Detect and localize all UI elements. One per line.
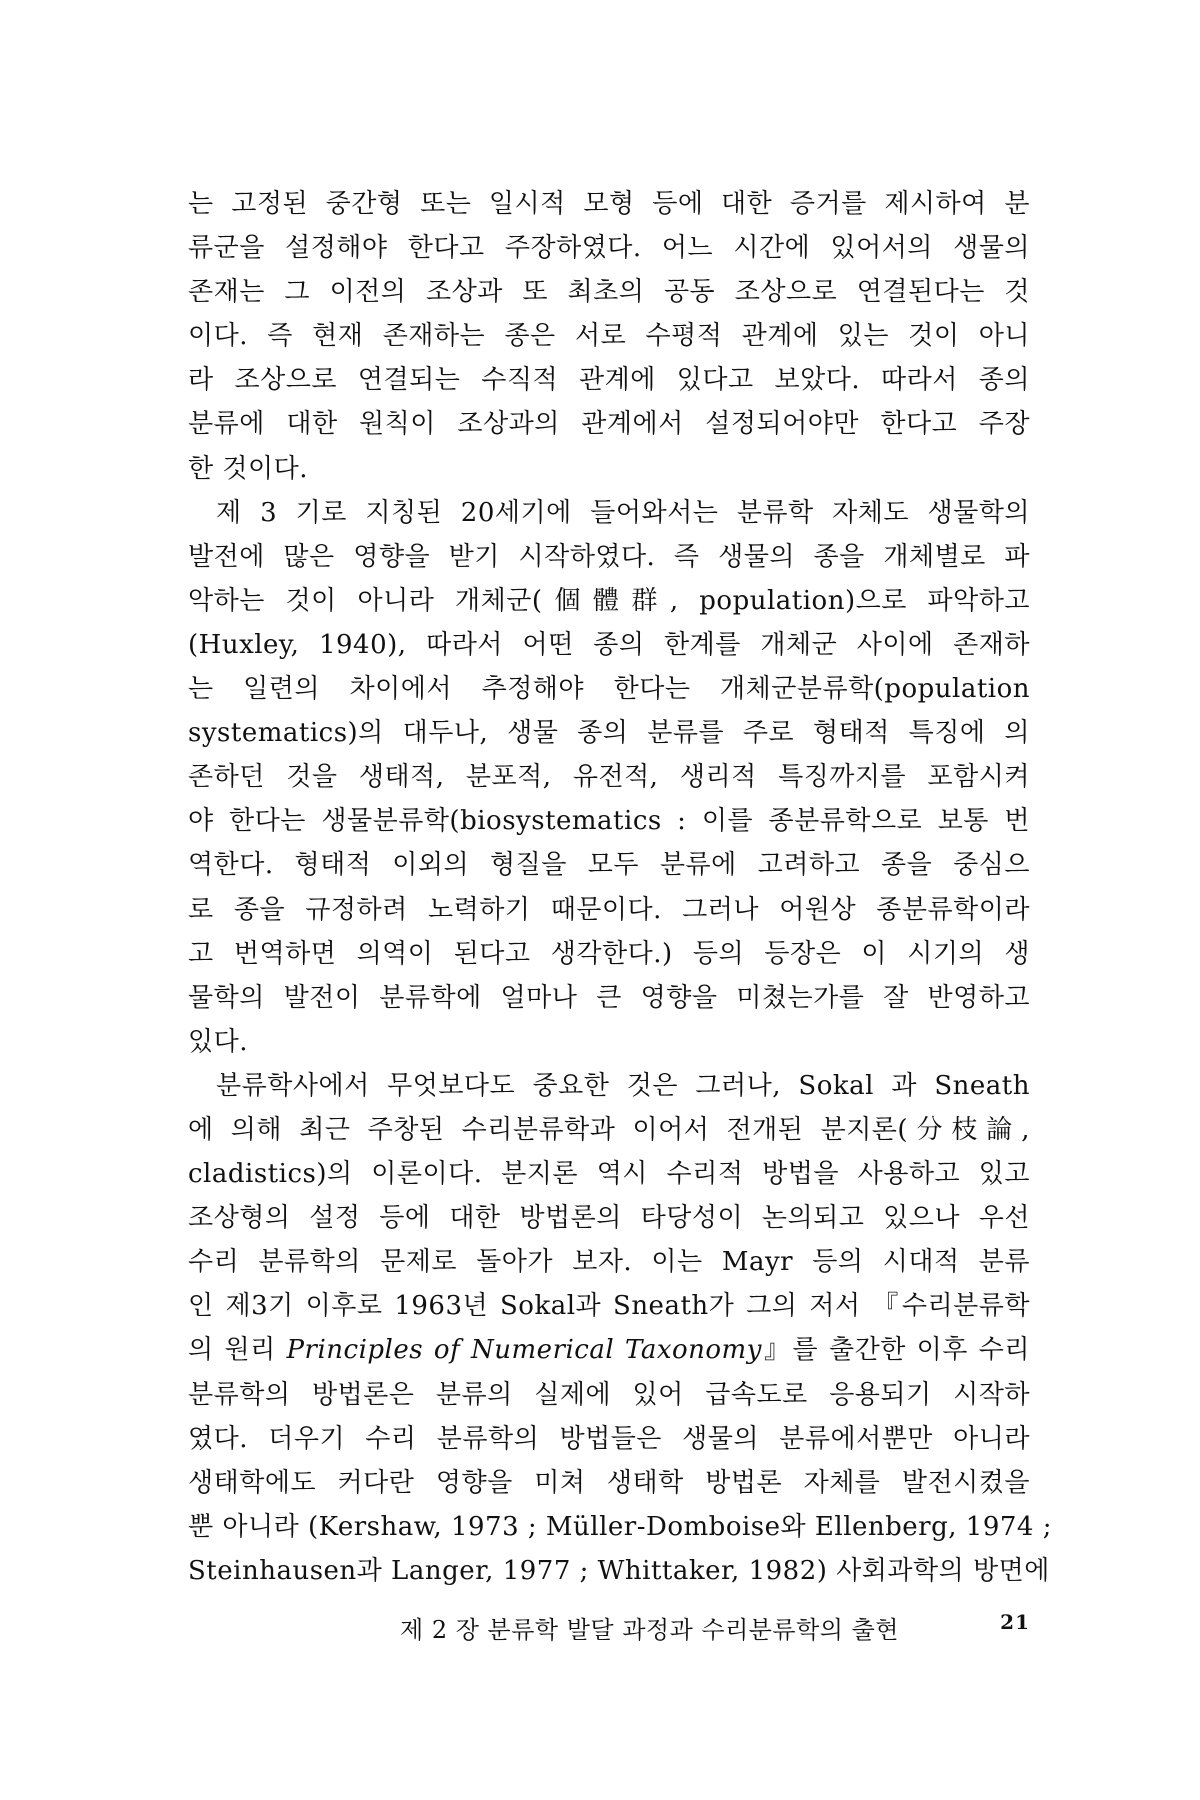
body-line-16: 역한다. 형태적 이외의 형질을 모두 분류에 고려하고 종을 중심으 <box>188 850 1030 881</box>
body-line-18: 고 번역하면 의역이 된다고 생각한다.) 등의 등장은 이 시기의 생 <box>188 938 1030 969</box>
body-line-31: 뿐 아니라 (Kershaw, 1973 ; Müller-Domboise와 Ellenberg, 1974 ; <box>188 1511 1052 1542</box>
body-line-22: 에 의해 최근 주창된 수리분류학과 이어서 전개된 분지론(分枝論, <box>188 1114 1030 1145</box>
body-line-28: 분류학의 방법론은 분류의 실제에 있어 급속도로 응용되기 시작하 <box>188 1379 1030 1410</box>
body-line-5: 라 조상으로 연결되는 수직적 관계에 있다고 보았다. 따라서 종의 <box>188 365 1030 396</box>
body-line-20: 있다. <box>188 1026 248 1057</box>
body-line-8: 제 3 기로 지칭된 20세기에 들어와서는 분류학 자체도 생물학의 <box>216 497 1030 528</box>
body-line-21: 분류학사에서 무엇보다도 중요한 것은 그러나, Sokal 과 Sneath <box>216 1070 1030 1101</box>
book-title-italic: Principles of Numerical Taxonomy <box>286 1335 762 1366</box>
body-line-27 <box>188 1328 1030 1372</box>
line-27-end: 』를 출간한 이후 수리 <box>761 1335 1030 1366</box>
line-27-start: 의 원리 <box>188 1335 287 1366</box>
body-line-13: systematics)의 대두나, 생물 종의 분류를 주로 형태적 특징에 의 <box>188 718 1030 749</box>
body-line-12: 는 일련의 차이에서 추정해야 한다는 개체군분류학(population <box>188 674 1030 705</box>
body-line-24: 조상형의 설정 등에 대한 방법론의 타당성이 논의되고 있으나 우선 <box>188 1203 1030 1234</box>
body-line-30: 생태학에도 커다란 영향을 미쳐 생태학 방법론 자체를 발전시켰을 <box>188 1467 1030 1498</box>
body-line-29: 였다. 더우기 수리 분류학의 방법들은 생물의 분류에서뿐만 아니라 <box>188 1423 1030 1454</box>
body-line-14: 존하던 것을 생태적, 분포적, 유전적, 생리적 특징까지를 포함시켜 <box>188 762 1030 793</box>
page-number: 21 <box>1000 1610 1030 1634</box>
body-line-26: 인 제3기 이후로 1963년 Sokal과 Sneath가 그의 저서 『수리분류학 <box>188 1291 1030 1322</box>
body-line-10: 악하는 것이 아니라 개체군(個體群, population)으로 파악하고 <box>188 585 1030 616</box>
body-line-3: 존재는 그 이전의 조상과 또 최초의 공동 조상으로 연결된다는 것 <box>188 277 1030 308</box>
body-line-17: 로 종을 규정하려 노력하기 때문이다. 그러나 어원상 종분류학이라 <box>188 894 1030 925</box>
body-line-25: 수리 분류학의 문제로 돌아가 보자. 이는 Mayr 등의 시대적 분류 <box>188 1247 1030 1278</box>
body-line-32: Steinhausen과 Langer, 1977 ; Whittaker, 1982) 사회과학의 방면에 <box>188 1555 1050 1586</box>
page-body <box>188 182 1052 1593</box>
page-footer <box>400 1610 1030 1645</box>
body-line-6: 분류에 대한 원칙이 조상과의 관계에서 설정되어야만 한다고 주장 <box>188 409 1030 440</box>
body-line-15: 야 한다는 생물분류학(biosystematics : 이를 종분류학으로 보통 번 <box>188 806 1030 837</box>
body-line-11: (Huxley, 1940), 따라서 어떤 종의 한계를 개체군 사이에 존재하 <box>188 629 1030 660</box>
body-line-2: 류군을 설정해야 한다고 주장하였다. 어느 시간에 있어서의 생물의 <box>188 233 1030 264</box>
body-line-23: cladistics)의 이론이다. 분지론 역시 수리적 방법을 사용하고 있고 <box>188 1159 1030 1190</box>
body-line-9: 발전에 많은 영향을 받기 시작하였다. 즉 생물의 종을 개체별로 파 <box>188 541 1030 572</box>
body-line-1: 는 고정된 중간형 또는 일시적 모형 등에 대한 증거를 제시하여 분 <box>188 189 1030 219</box>
running-title: 제 2 장 분류학 발달 과정과 수리분류학의 출현 <box>400 1616 899 1644</box>
body-line-7: 한 것이다. <box>188 453 308 484</box>
body-line-4: 이다. 즉 현재 존재하는 종은 서로 수평적 관계에 있는 것이 아니 <box>188 321 1030 352</box>
body-line-19: 물학의 발전이 분류학에 얼마나 큰 영향을 미쳤는가를 잘 반영하고 <box>188 982 1030 1013</box>
